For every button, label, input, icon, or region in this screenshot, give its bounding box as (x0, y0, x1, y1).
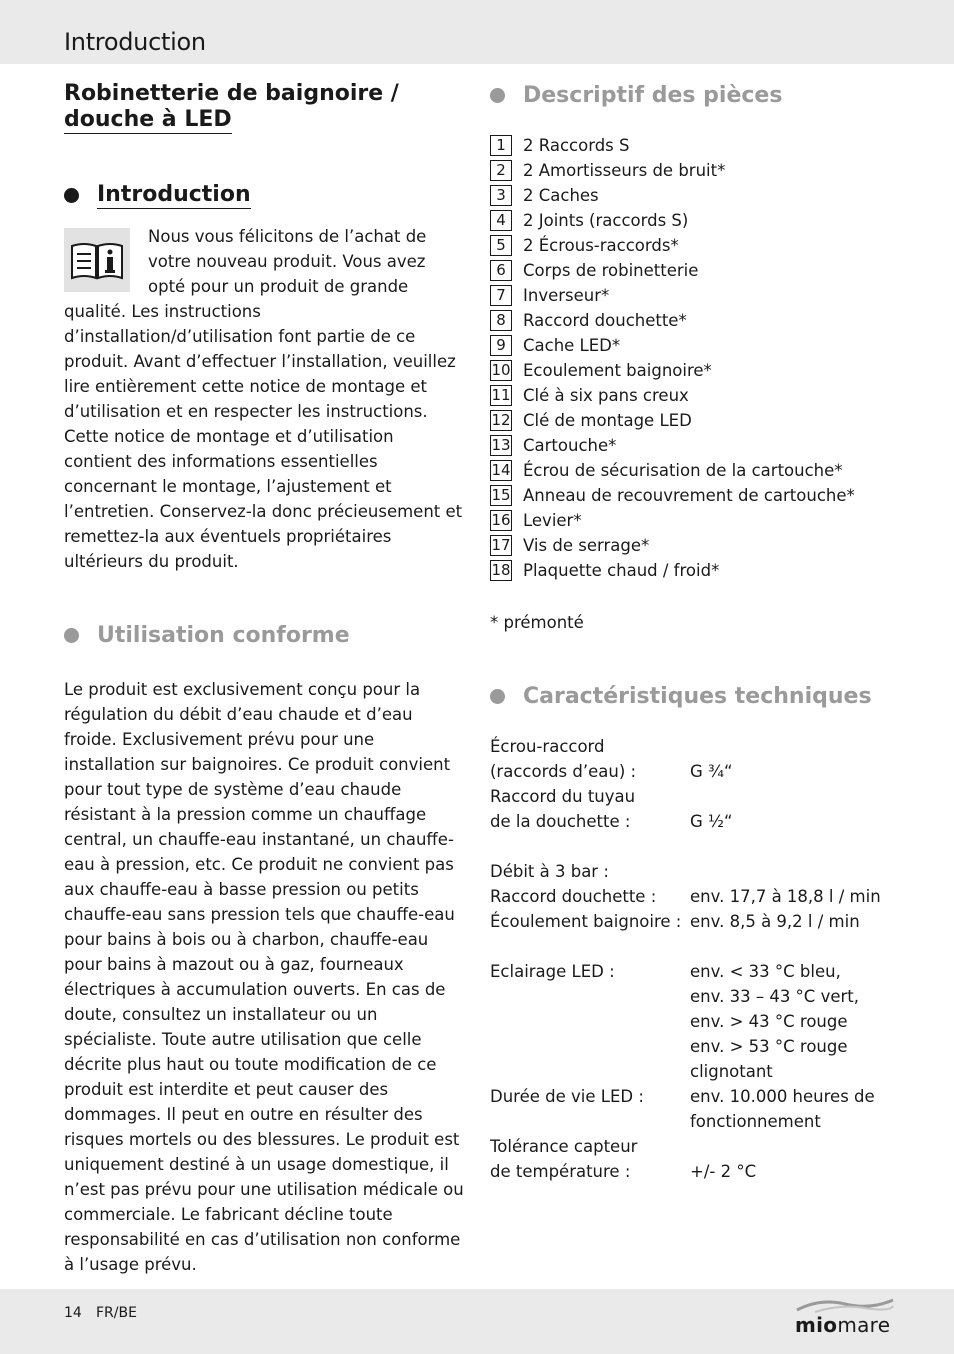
parts-item (490, 158, 930, 183)
parts-item (490, 558, 930, 583)
part-number-box: 18 (491, 561, 511, 579)
parts-item (490, 408, 930, 433)
part-label: 2 Écrous-raccords* (523, 236, 679, 255)
part-label: Levier* (523, 511, 582, 530)
parts-item (490, 258, 930, 283)
parts-item (490, 508, 930, 533)
brand-logo (795, 1296, 895, 1336)
part-number-box: 6 (490, 260, 512, 281)
part-label: 2 Joints (raccords S) (523, 211, 689, 230)
spec-value: +/- 2 °C (690, 1162, 757, 1181)
spec-label (490, 1109, 690, 1134)
part-label: Vis de serrage* (523, 536, 650, 555)
spec-row (490, 909, 930, 934)
spec-row (490, 959, 930, 984)
part-number-box: 7 (490, 285, 512, 306)
info-book-icon (64, 228, 130, 292)
spec-value (690, 934, 930, 959)
part-label: 2 Amortisseurs de bruit* (523, 161, 726, 180)
bullet-icon (64, 628, 79, 643)
spec-value (690, 859, 930, 884)
part-label: Anneau de recouvrement de cartouche* (523, 486, 855, 505)
spec-value: G ½“ (690, 812, 733, 831)
spec-label: Écoulement baignoire : (490, 912, 682, 931)
spec-value (690, 1134, 930, 1159)
introduction-heading (64, 180, 464, 210)
spec-label (490, 984, 690, 1009)
spec-label: de température : (490, 1162, 631, 1181)
spec-row (490, 1109, 930, 1134)
part-number-box: 1 (490, 135, 512, 156)
usage-text: Le produit est exclusivement conçu pour la régulation du débit d’eau chaude et d’eau froide. Exclusivement prévu pour une installation sur baignoires. Ce produit convient pour tout type de système d’eau chaude résistant à la pression comme un chauffage central, un chauffe-eau instantané, un chauffe-eau à pression, etc. Ce produit ne convient pas aux chauffe-eau à basse pression ou petits chauffe-eau sans pression tels que chauffe-eau pour bains à bois ou à charbon, chauffe-eau pour bains à mazout ou à gaz, fourneaux électriques à accumulation ouverts. En cas de doute, consultez un installateur ou un spécialiste. Toute autre utilisation que celle décrite plus haut ou toute modification de ce produit est interdite et peut causer des dommages. Il peut en outre en résulter des risques mortels ou des blessures. Le produit est uniquement destiné à un usage domestique, il n’est pas prévu pour une utilisation médicale ou commerciale. Le fabricant décline toute responsabilité en cas d’utilisation non conforme à l’usage prévu. (64, 680, 464, 1274)
part-label: Clé à six pans creux (523, 386, 689, 405)
part-label: Cartouche* (523, 436, 617, 455)
part-label: Ecoulement baignoire* (523, 361, 712, 380)
right-column (490, 80, 930, 1184)
spec-label (490, 934, 690, 959)
parts-footnote: * prémonté (490, 613, 584, 632)
spec-row (490, 884, 930, 909)
part-number-box: 16 (491, 511, 511, 529)
spec-value: env. 10.000 heures de (690, 1087, 875, 1106)
spec-value: env. 17,7 à 18,8 l / min (690, 887, 881, 906)
spec-row (490, 834, 930, 859)
part-number-box: 17 (491, 536, 511, 554)
spec-value: env. 8,5 à 9,2 l / min (690, 912, 860, 931)
spec-row (490, 1084, 930, 1109)
part-number-box: 9 (490, 335, 512, 356)
specs-title: Caractéristiques techniques (523, 683, 872, 709)
parts-item (490, 533, 930, 558)
page-header-title: Introduction (64, 28, 206, 56)
parts-heading (490, 80, 930, 110)
parts-item (490, 358, 930, 383)
part-number-box: 13 (491, 436, 511, 454)
parts-item (490, 383, 930, 408)
document-title (64, 81, 464, 134)
part-label: Inverseur* (523, 286, 610, 305)
part-label: Corps de robinetterie (523, 261, 699, 280)
parts-item (490, 333, 930, 358)
locale-code: FR/BE (96, 1305, 137, 1321)
brand-logo-text: miomare (795, 1313, 891, 1337)
parts-list (490, 133, 930, 583)
introduction-block (64, 224, 464, 574)
bullet-icon (490, 689, 505, 704)
parts-item (490, 483, 930, 508)
part-number-box: 2 (490, 160, 512, 181)
spec-label (490, 1034, 690, 1059)
usage-title: Utilisation conforme (97, 622, 350, 648)
spec-label: Écrou-raccord (490, 737, 605, 756)
spec-value: env. < 33 °C bleu, (690, 962, 841, 981)
spec-value: G ¾“ (690, 762, 733, 781)
introduction-title: Introduction (97, 181, 251, 207)
part-label: 2 Caches (523, 186, 599, 205)
part-number-box: 3 (490, 185, 512, 206)
spec-row (490, 934, 930, 959)
spec-value (690, 834, 930, 859)
spec-value: fonctionnement (690, 1112, 821, 1131)
spec-label: Tolérance capteur (490, 1137, 638, 1156)
spec-row (490, 759, 930, 784)
document-title-line1: Robinetterie de baignoire / (64, 81, 399, 106)
spec-label (490, 1009, 690, 1034)
spec-label: Raccord du tuyau (490, 787, 636, 806)
introduction-text: Nous vous félicitons de l’achat de votre nouveau produit. Vous avez opté pour un produit de grande qualité. Les instructions d’installation/d’utilisation font partie de ce produit. Avant d’effectuer l’installation, veuillez lire entièrement cette notice de montage et d’utilisation et en respecter les instructions. Cette notice de montage et d’utilisation contient des informations essentielles concernant le montage, l’ajustement et l’entretien. Conservez-la donc précieusement et remettez-la aux éventuels propriétaires ultérieurs du produit. (64, 227, 463, 571)
left-column (64, 80, 464, 1277)
spec-label: Débit à 3 bar : (490, 862, 609, 881)
part-label: Écrou de sécurisation de la cartouche* (523, 461, 843, 480)
spec-value: clignotant (690, 1062, 773, 1081)
spec-value: env. 33 – 43 °C vert, (690, 987, 859, 1006)
spec-row (490, 1009, 930, 1034)
spec-value (690, 784, 930, 809)
spec-label: (raccords d’eau) : (490, 762, 637, 781)
spec-row (490, 859, 930, 884)
parts-item (490, 458, 930, 483)
part-number-box: 11 (491, 386, 511, 404)
spec-row (490, 984, 930, 1009)
part-label: Clé de montage LED (523, 411, 692, 430)
parts-item (490, 308, 930, 333)
spec-value: env. > 53 °C rouge (690, 1037, 848, 1056)
parts-item (490, 433, 930, 458)
parts-item (490, 233, 930, 258)
specs-heading (490, 681, 930, 711)
spec-row (490, 1059, 930, 1084)
part-number-box: 14 (491, 461, 511, 479)
parts-item (490, 133, 930, 158)
part-label: Cache LED* (523, 336, 621, 355)
part-number-box: 8 (490, 310, 512, 331)
spec-row (490, 1159, 930, 1184)
specs-table (490, 734, 930, 1184)
spec-value: env. > 43 °C rouge (690, 1012, 848, 1031)
spec-row (490, 809, 930, 834)
spec-label: de la douchette : (490, 812, 631, 831)
parts-title: Descriptif des pièces (523, 82, 783, 108)
part-number-box: 12 (491, 411, 511, 429)
spec-label (490, 834, 690, 859)
parts-item (490, 283, 930, 308)
spec-value (690, 734, 930, 759)
parts-item (490, 208, 930, 233)
part-number-box: 4 (490, 210, 512, 231)
parts-item (490, 183, 930, 208)
bullet-icon (490, 88, 505, 103)
part-label: Plaquette chaud / froid* (523, 561, 720, 580)
part-label: 2 Raccords S (523, 136, 630, 155)
part-number-box: 15 (491, 486, 511, 504)
spec-row (490, 734, 930, 759)
spec-label: Eclairage LED : (490, 962, 615, 981)
part-number-box: 10 (491, 361, 511, 379)
spec-row (490, 1134, 930, 1159)
usage-heading (64, 620, 464, 650)
spec-row (490, 1034, 930, 1059)
bullet-icon (64, 188, 79, 203)
spec-label: Durée de vie LED : (490, 1087, 644, 1106)
spec-label (490, 1059, 690, 1084)
part-number-box: 5 (490, 235, 512, 256)
spec-label: Raccord douchette : (490, 887, 657, 906)
page-number: 14 (64, 1305, 82, 1321)
document-title-line2: douche à LED (64, 107, 232, 132)
spec-row (490, 784, 930, 809)
part-label: Raccord douchette* (523, 311, 687, 330)
